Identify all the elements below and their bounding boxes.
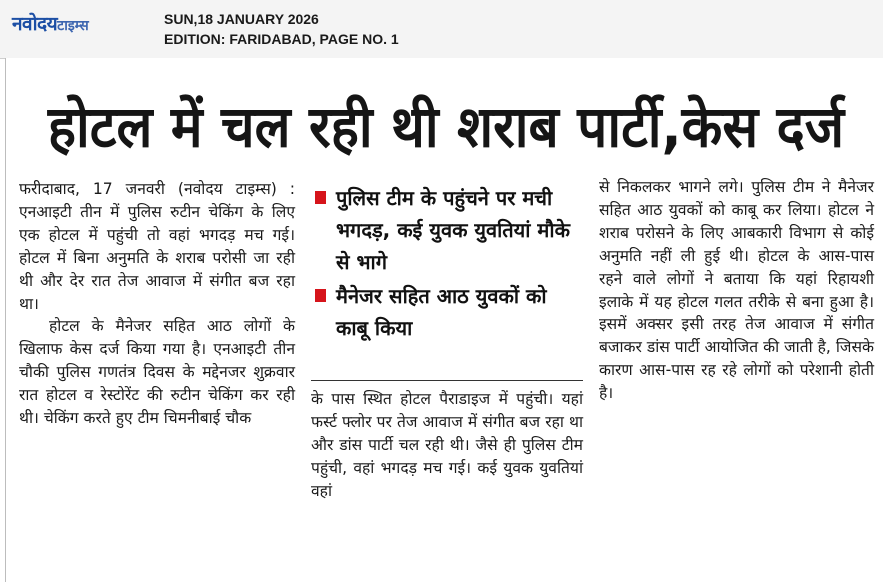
logo-sub-text: टाइम्स: [57, 18, 89, 34]
red-square-bullet-icon: [315, 289, 326, 302]
article-headline: होटल में चल रही थी शराब पार्टी,केस दर्ज: [47, 94, 845, 161]
edition-meta: [164, 9, 399, 49]
edition-page: EDITION: FARIDABAD, PAGE NO. 1: [164, 31, 399, 47]
article-column-1: [19, 178, 295, 430]
highlight-text: मैनेजर सहित आठ युवकों को काबू किया: [336, 284, 547, 340]
highlight-item: [311, 182, 583, 278]
logo-main-text: नवोदय: [12, 13, 58, 35]
highlight-item: [311, 280, 583, 344]
article-paragraph: होटल के मैनेजर सहित आठ लोगों के खिलाफ केस दर्ज किया गया है। एनआइटी तीन चौकी पुलिस गणतंत्र दिवस के मद्देनजर शुक्रवार रात होटल व रेस्टोरेंट की रुटीन चेकिंग कर रही थी। चेकिंग करते हुए टीम चिमनीबाई चौक: [19, 317, 295, 428]
article-highlights: [311, 182, 583, 344]
edition-date: SUN,18 JANUARY 2026: [164, 11, 319, 27]
article-paragraph: फरीदाबाद, 17 जनवरी (नवोदय टाइम्स) : एनआइटी तीन में पुलिस रुटीन चेकिंग के लिए एक होटल में पहुंची तो वहां भगदड़ मच गई। होटल में बिना अनुमति के शराब परोसी जा रही थी और देर रात तेज आवाज में संगीत बज रहा था।: [19, 180, 295, 313]
article-column-3: [599, 176, 874, 405]
edition-header: [0, 0, 883, 59]
newspaper-logo[interactable]: [12, 10, 89, 36]
newspaper-clipping: [5, 58, 883, 582]
article-paragraph: के पास स्थित होटल पैराडाइज में पहुंची। यहां फर्स्ट फ्लोर पर तेज आवाज में संगीत बज रहा था और डांस पार्टी चल रही थी। जैसे ही पुलिस टीम पहुंची, वहां भगदड़ मच गई। कई युवक युवतियां वहां: [311, 390, 583, 500]
highlight-text: पुलिस टीम के पहुंचने पर मची भगदड़, कई युवक युवतियां मौके से भागे: [336, 186, 570, 274]
article-column-2: [311, 388, 583, 503]
divider: [311, 380, 583, 381]
red-square-bullet-icon: [315, 191, 326, 204]
article-paragraph: से निकलकर भागने लगे। पुलिस टीम ने मैनेजर सहित आठ युवकों को काबू कर लिया। होटल ने शराब परोसने के लिए आबकारी विभाग से कोई अनुमति नहीं ली हुई थी। होटल के आस-पास रहने वाले लोगों ने बताया कि यहां रिहायशी इलाके में यह होटल गलत तरीके से बना हुआ है। इसमें अक्सर इसी तरह तेज आवाज में संगीत बजाकर डांस पार्टी आयोजित की जाती है, जिसके कारण आस-पास रह रहे लोगों को परेशानी होती है।: [599, 178, 874, 403]
